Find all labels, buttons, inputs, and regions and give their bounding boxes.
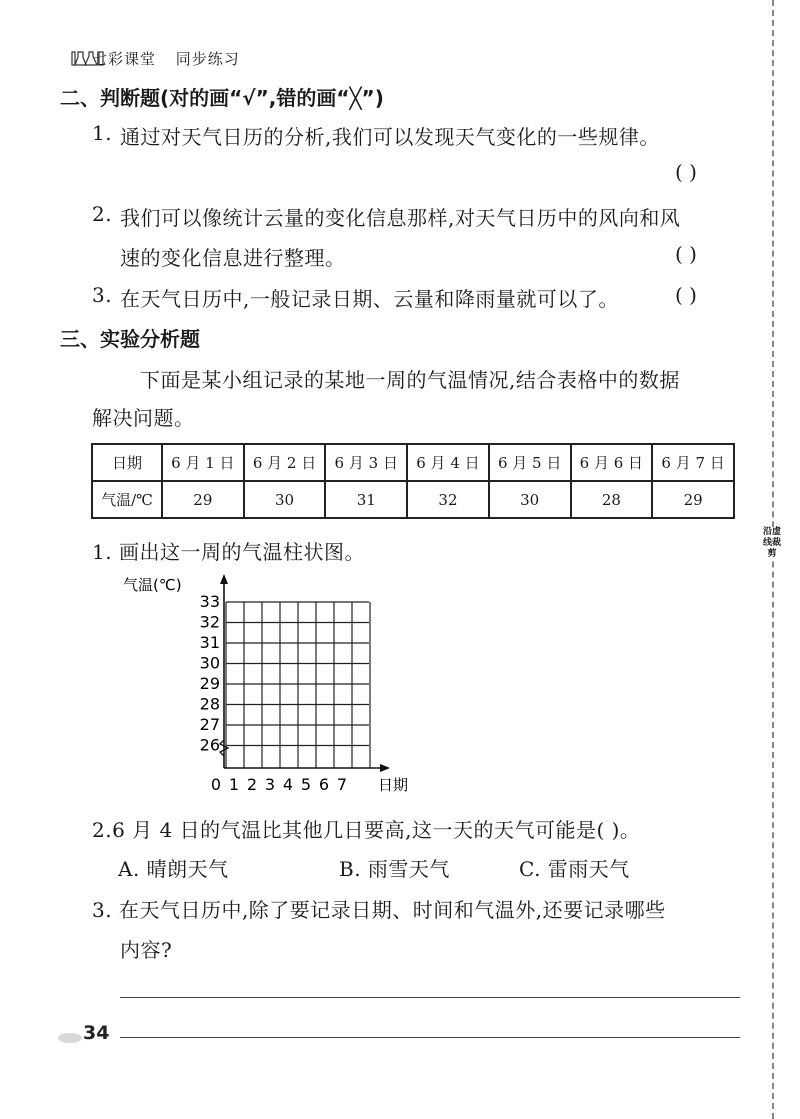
x-tick-label: 6 xyxy=(318,775,330,794)
x-tick-label: 4 xyxy=(282,775,294,794)
table-cell-date: 6 月 3 日 xyxy=(325,444,407,481)
s2-q2-text-line1: 我们可以像统计云量的变化信息那样,对天气日历中的风向和风 xyxy=(120,206,681,230)
s3-q2-option-c[interactable]: C. 雷雨天气 xyxy=(519,857,630,881)
s3-q2-option-a[interactable]: A. 晴朗天气 xyxy=(118,857,229,881)
answer-line[interactable] xyxy=(120,1037,740,1038)
s2-q3-num: 3. xyxy=(92,283,113,307)
table-cell-temp: 30 xyxy=(489,481,571,518)
table-cell-temp: 29 xyxy=(652,481,734,518)
x-tick-label: 7 xyxy=(336,775,348,794)
table-header-date: 日期 xyxy=(92,444,162,481)
table-cell-date: 6 月 2 日 xyxy=(244,444,326,481)
table-row-temps xyxy=(92,481,734,518)
s3-intro-line1: 下面是某小组记录的某地一周的气温情况,结合表格中的数据 xyxy=(140,368,680,392)
x-tick-labels xyxy=(211,775,347,794)
x-tick-label: 5 xyxy=(300,775,312,794)
page-number: 34 xyxy=(83,1022,110,1044)
x-tick-label: 1 xyxy=(228,775,240,794)
table-cell-temp: 31 xyxy=(325,481,407,518)
series-subtitle: 同步练习 xyxy=(175,50,240,68)
s2-q1-num: 1. xyxy=(92,121,113,145)
y-tick-label: 26 xyxy=(199,735,220,755)
y-axis-arrow-icon xyxy=(220,574,228,584)
x-tick-label: 3 xyxy=(264,775,276,794)
s2-q3-answer-paren[interactable]: ( ) xyxy=(675,283,697,307)
s2-q2-text-line2: 速的变化信息进行整理。 xyxy=(120,246,346,270)
answer-line[interactable] xyxy=(120,997,740,998)
x-axis-arrow-icon xyxy=(380,764,390,772)
table-cell-date: 6 月 7 日 xyxy=(652,444,734,481)
y-tick-label: 33 xyxy=(199,592,220,611)
s2-q2-answer-paren[interactable]: ( ) xyxy=(675,242,697,266)
s2-q3-text: 在天气日历中,一般记录日期、云量和降雨量就可以了。 xyxy=(120,287,619,311)
table-cell-date: 6 月 1 日 xyxy=(162,444,244,481)
section2-title: 二、判断题(对的画“√”,错的画“╳”) xyxy=(60,86,384,110)
leaf-decoration-icon xyxy=(56,1028,84,1046)
y-tick-label: 30 xyxy=(199,653,220,673)
s3-q2-text: 2.6 月 4 日的气温比其他几日要高,这一天的天气可能是( )。 xyxy=(92,818,641,842)
y-tick-label: 28 xyxy=(199,694,220,714)
table-header-temp: 气温/℃ xyxy=(92,481,162,518)
page-header xyxy=(92,48,254,69)
y-axis-label: 气温(℃) xyxy=(123,576,182,594)
table-cell-date: 6 月 4 日 xyxy=(407,444,489,481)
s2-q2-num: 2. xyxy=(92,202,113,226)
s2-q1-text: 通过对天气日历的分析,我们可以发现天气变化的一些规律。 xyxy=(120,125,660,149)
s3-q1-text: 1. 画出这一周的气温柱状图。 xyxy=(92,540,365,564)
s3-q3-line1: 3. 在天气日历中,除了要记录日期、时间和气温外,还要记录哪些 xyxy=(92,898,666,922)
cut-label: 沿虚线裁剪 xyxy=(763,527,782,559)
temperature-bar-chart-grid[interactable] xyxy=(110,568,430,800)
temperature-table xyxy=(91,443,735,519)
table-cell-temp: 30 xyxy=(244,481,326,518)
s3-q3-line2: 内容? xyxy=(120,938,173,962)
chart-grid xyxy=(226,602,370,768)
table-cell-date: 6 月 6 日 xyxy=(571,444,653,481)
table-cell-temp: 28 xyxy=(571,481,653,518)
section3-title: 三、实验分析题 xyxy=(60,327,200,351)
x-tick-label: 2 xyxy=(246,775,258,794)
x-axis-label: 日期 xyxy=(378,776,409,794)
table-row-dates xyxy=(92,444,734,481)
y-tick-labels xyxy=(200,592,220,755)
y-tick-label: 31 xyxy=(199,633,220,652)
x-tick-label: 0 xyxy=(210,775,222,794)
chart-axes xyxy=(220,574,390,772)
table-cell-date: 6 月 5 日 xyxy=(489,444,571,481)
table-cell-temp: 29 xyxy=(162,481,244,518)
s3-q2-option-b[interactable]: B. 雨雪天气 xyxy=(339,857,450,881)
y-tick-label: 32 xyxy=(199,612,220,632)
y-tick-label: 27 xyxy=(199,715,220,734)
series-name: 七彩课堂 xyxy=(92,50,157,68)
table-cell-temp: 32 xyxy=(407,481,489,518)
s3-intro-line2: 解决问题。 xyxy=(92,406,195,430)
y-tick-label: 29 xyxy=(199,674,220,693)
s2-q1-answer-paren[interactable]: ( ) xyxy=(675,160,697,184)
